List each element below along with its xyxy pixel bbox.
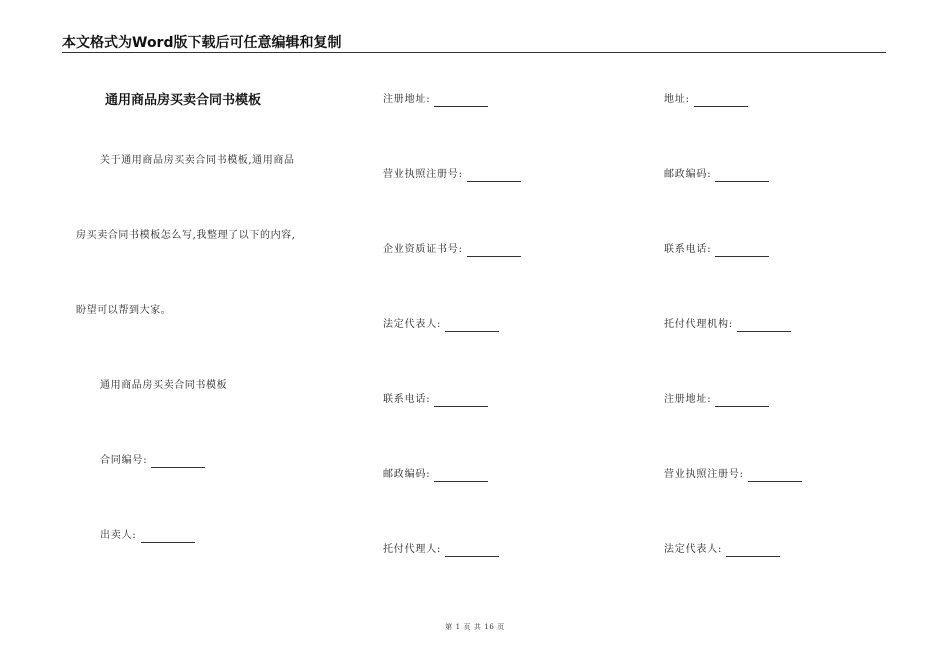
header-text: 本文格式为Word版下载后可任意编辑和复制 [62, 35, 342, 51]
field-label: 法定代表人: [664, 544, 723, 555]
blank-line [715, 245, 769, 257]
blank-line [467, 245, 521, 257]
field-mid-postcode [383, 468, 488, 482]
field-label: 营业执照注册号: [664, 469, 744, 480]
field-mid-qualification-cert [383, 243, 521, 257]
field-label: 托付代理机构: [664, 319, 733, 330]
intro-line-1: 关于通用商品房买卖合同书模板,通用商品 [100, 155, 295, 166]
field-label: 合同编号: [100, 455, 148, 466]
blank-line [445, 545, 499, 557]
field-right-phone [664, 243, 769, 257]
field-mid-legal-rep [383, 318, 499, 332]
field-label: 法定代表人: [383, 319, 442, 330]
field-right-address [664, 93, 748, 107]
blank-line [434, 470, 488, 482]
document-title: 通用商品房买卖合同书模板 [105, 93, 262, 108]
field-label: 注册地址: [383, 94, 431, 105]
blank-line [694, 95, 748, 107]
blank-line [737, 320, 791, 332]
field-label: 托付代理人: [383, 544, 442, 555]
field-seller [100, 529, 195, 543]
blank-line [715, 395, 769, 407]
intro-line-3: 盼望可以帮到大家。 [76, 305, 172, 316]
blank-line [151, 456, 205, 468]
blank-line [715, 170, 769, 182]
field-mid-registered-address [383, 93, 488, 107]
blank-line [726, 545, 780, 557]
field-mid-phone [383, 393, 488, 407]
field-right-legal-rep [664, 543, 780, 557]
intro-line-2: 房买卖合同书模板怎么写,我整理了以下的内容, [76, 230, 296, 241]
field-label: 联系电话: [383, 394, 431, 405]
field-label: 注册地址: [664, 394, 712, 405]
field-right-agency [664, 318, 791, 332]
blank-line [445, 320, 499, 332]
field-label: 邮政编码: [664, 169, 712, 180]
field-mid-business-license [383, 168, 521, 182]
field-right-postcode [664, 168, 769, 182]
page-footer: 第 1 页 共 16 页 [445, 623, 505, 631]
field-label: 地址: [664, 94, 690, 105]
field-label: 出卖人: [100, 530, 137, 541]
page-header [62, 34, 886, 53]
blank-line [141, 531, 195, 543]
blank-line [748, 470, 802, 482]
field-label: 企业资质证书号: [383, 244, 463, 255]
blank-line [434, 95, 488, 107]
field-label: 联系电话: [664, 244, 712, 255]
contract-subtitle: 通用商品房买卖合同书模板 [100, 380, 228, 391]
field-label: 邮政编码: [383, 469, 431, 480]
field-mid-agent [383, 543, 499, 557]
field-right-business-license [664, 468, 802, 482]
field-contract-no [100, 454, 205, 468]
field-label: 营业执照注册号: [383, 169, 463, 180]
blank-line [434, 395, 488, 407]
field-right-registered-address [664, 393, 769, 407]
blank-line [467, 170, 521, 182]
